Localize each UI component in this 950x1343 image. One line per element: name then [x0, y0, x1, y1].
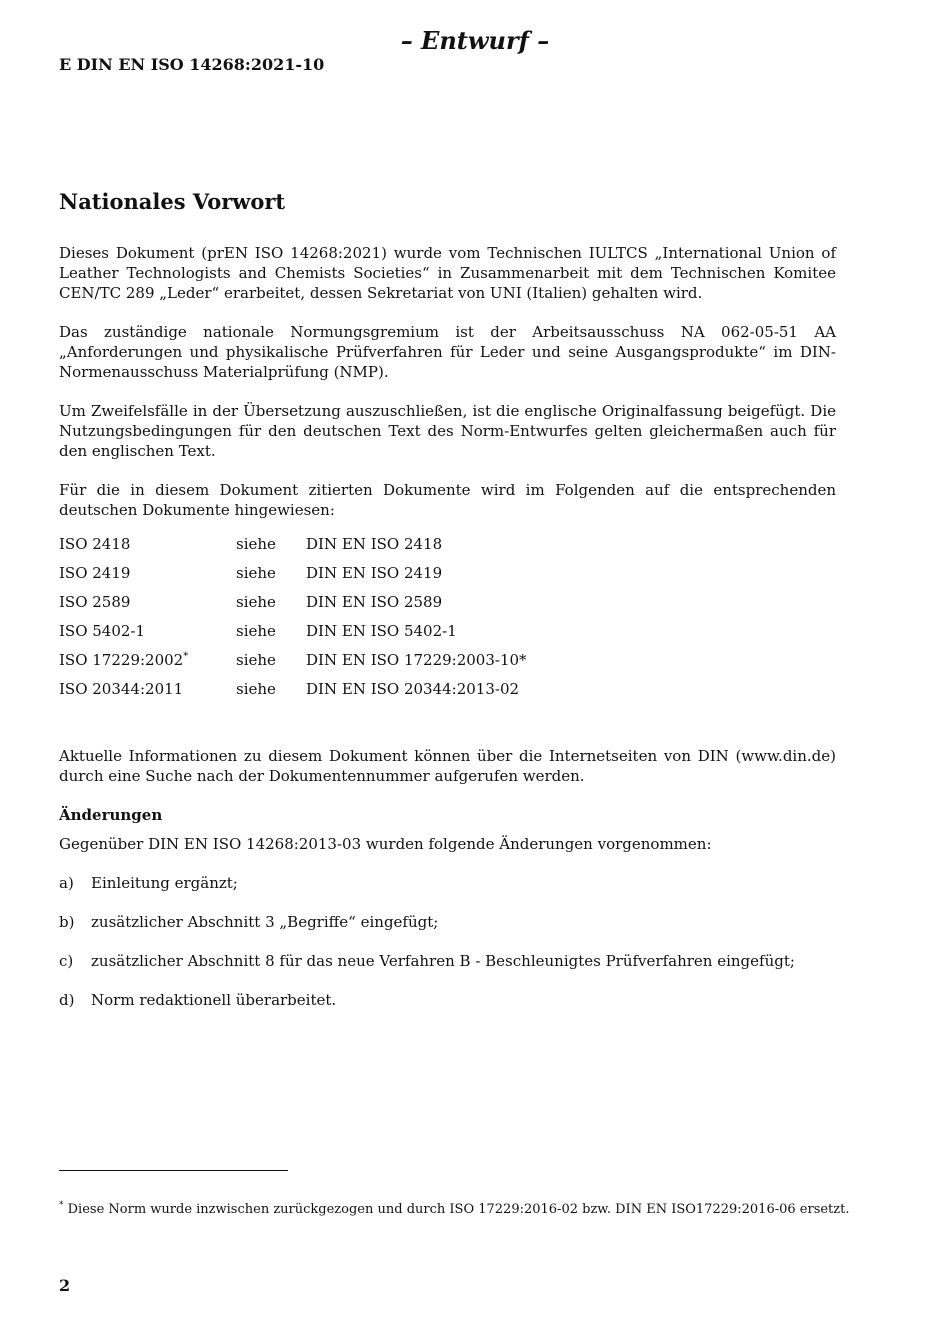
iso-reference: ISO 20344:2011	[59, 680, 184, 698]
din-reference: DIN EN ISO 2589	[306, 593, 443, 611]
changes-heading: Änderungen	[59, 806, 163, 824]
paragraph-translation: Um Zweifelsfälle in der Übersetzung auszuschließen, ist die englische Originalfassung beigefügt. Die Nutzungsbedingungen für den deutschen Text des Norm-Entwurfes gelten gleichermaßen auch für den englischen Text.	[59, 402, 836, 460]
reference-row	[59, 650, 527, 679]
iso-reference: ISO 2419	[59, 564, 131, 582]
list-marker: c)	[59, 952, 74, 970]
main-content	[59, 188, 836, 1029]
page-number: 2	[59, 1276, 71, 1295]
document-id: E DIN EN ISO 14268:2021-10	[59, 55, 325, 74]
list-item	[59, 912, 836, 932]
reference-row	[59, 563, 527, 592]
changes-intro: Gegenüber DIN EN ISO 14268:2013-03 wurden folgende Änderungen vorgenommen:	[59, 835, 712, 853]
list-item-text: zusätzlicher Abschnitt 8 für das neue Verfahren B - Beschleunigtes Prüfverfahren eingefügt;	[91, 952, 795, 970]
section-title: Nationales Vorwort	[59, 189, 286, 214]
footnote-divider	[59, 1170, 288, 1171]
reference-row	[59, 592, 527, 621]
reference-row	[59, 534, 527, 563]
list-marker: d)	[59, 991, 75, 1009]
list-marker: a)	[59, 874, 74, 892]
see-label: siehe	[236, 564, 276, 582]
list-item-text: zusätzlicher Abschnitt 3 „Begriffe“ eingefügt;	[91, 913, 439, 931]
see-label: siehe	[236, 593, 276, 611]
footnote	[59, 1201, 889, 1219]
list-item	[59, 873, 836, 893]
see-label: siehe	[236, 651, 276, 669]
see-label: siehe	[236, 622, 276, 640]
iso-reference: ISO 5402-1	[59, 622, 146, 640]
iso-reference: ISO 17229:2002*	[59, 651, 189, 669]
footnote-mark: *	[59, 1200, 64, 1211]
list-item	[59, 990, 836, 1010]
iso-reference: ISO 2589	[59, 593, 131, 611]
see-label: siehe	[236, 535, 276, 553]
reference-row	[59, 621, 527, 650]
paragraph-info: Aktuelle Informationen zu diesem Dokument können über die Internetseiten von DIN (www.din.de) durch eine Suche nach der Dokumentennummer aufgerufen werden.	[59, 747, 836, 785]
reference-table	[59, 534, 527, 708]
din-reference: DIN EN ISO 17229:2003-10*	[306, 651, 527, 669]
list-item-text: Norm redaktionell überarbeitet.	[91, 991, 337, 1009]
paragraph-secretariat: Dieses Dokument (prEN ISO 14268:2021) wurde vom Technischen IULTCS „International Union of Leather Technologists and Chemists Societies“ in Zusammenarbeit mit dem Technischen Komitee CEN/TC 289 „Leder“ erarbeitet, dessen Sekretariat von UNI (Italien) gehalten wird.	[59, 244, 836, 302]
list-item	[59, 951, 836, 971]
paragraph-committee: Das zuständige nationale Normungsgremium ist der Arbeitsausschuss NA 062-05-51 AA „Anforderungen und physikalische Prüfverfahren für Leder und seine Ausgangsprodukte“ im DIN-Normenausschuss Materialprüfung (NMP).	[59, 323, 836, 381]
see-label: siehe	[236, 680, 276, 698]
draft-mark: – Entwurf –	[400, 26, 550, 55]
din-reference: DIN EN ISO 2419	[306, 564, 443, 582]
din-reference: DIN EN ISO 2418	[306, 535, 443, 553]
din-reference: DIN EN ISO 5402-1	[306, 622, 457, 640]
changes-list	[59, 873, 836, 1010]
reference-row	[59, 679, 527, 708]
footnote-marker: *	[183, 651, 189, 662]
footnote-text: Diese Norm wurde inzwischen zurückgezogen und durch ISO 17229:2016-02 bzw. DIN EN ISO17229:2016-06 ersetzt.	[63, 1202, 850, 1217]
list-marker: b)	[59, 913, 75, 931]
din-reference: DIN EN ISO 20344:2013-02	[306, 680, 520, 698]
iso-reference: ISO 2418	[59, 535, 131, 553]
list-item-text: Einleitung ergänzt;	[91, 874, 238, 892]
paragraph-references-intro: Für die in diesem Dokument zitierten Dokumente wird im Folgenden auf die entsprechenden deutschen Dokumente hingewiesen:	[59, 481, 836, 519]
